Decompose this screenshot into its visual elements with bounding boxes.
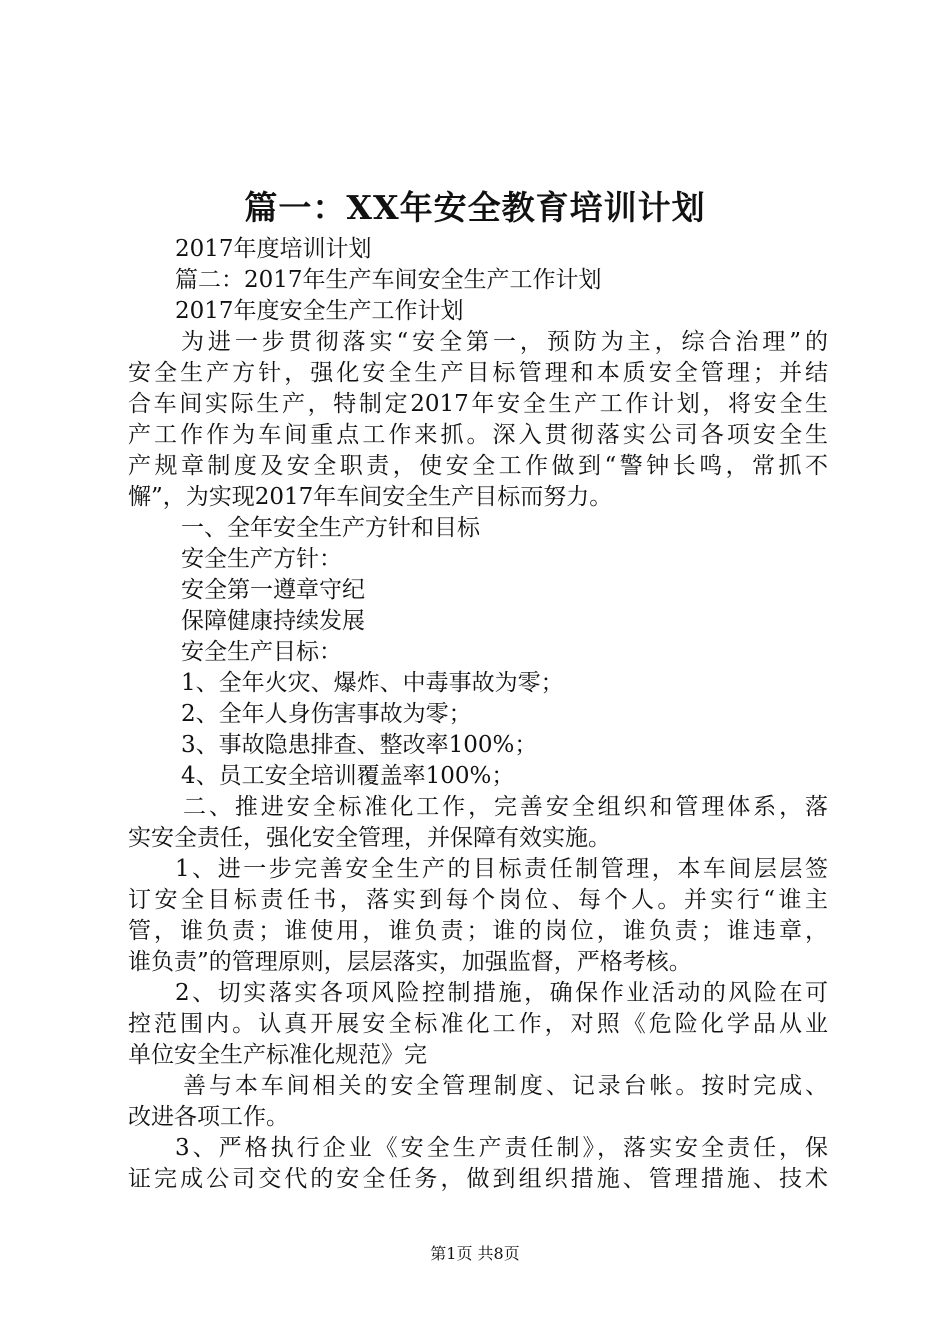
text-line: 实安全责任，强化安全管理，并保障有效实施。 xyxy=(128,825,611,851)
section-heading: 一、全年安全生产方针和目标 xyxy=(181,515,480,541)
text-line: 改进各项工作。 xyxy=(128,1104,289,1130)
text-line: 单位安全生产标准化规范》完 xyxy=(128,1042,427,1068)
text-line: 安全生产方针： xyxy=(181,546,342,572)
text-line: 保障健康持续发展 xyxy=(181,608,365,634)
text-line: 篇二：2017年生产车间安全生产工作计划 xyxy=(175,267,602,293)
section-heading: 二、推进安全标准化工作，完善安全组织和管理体系，落 xyxy=(183,794,828,820)
page-number: 第1页 共8页 xyxy=(430,1244,520,1263)
document-title: 篇一：XX年安全教育培训计划 xyxy=(244,188,706,227)
text-line: 订安全目标责任书，落实到每个岗位、每个人。并实行“谁主 xyxy=(128,887,828,913)
text-line: 2017年度培训计划 xyxy=(175,236,372,262)
text-line: 证完成公司交代的安全任务，做到组织措施、管理措施、技术 xyxy=(128,1166,828,1192)
text-line: 2017年度安全生产工作计划 xyxy=(175,298,464,324)
list-item: 1、全年火灾、爆炸、中毒事故为零； xyxy=(181,670,564,696)
list-item: 4、员工安全培训覆盖率100%； xyxy=(181,763,515,789)
text-line: 管，谁负责；谁使用，谁负责；谁的岗位，谁负责；谁违章， xyxy=(128,918,828,944)
text-line: 懈”，为实现2017年车间安全生产目标而努力。 xyxy=(128,484,613,510)
text-line: 3、严格执行企业《安全生产责任制》，落实安全责任，保 xyxy=(175,1135,828,1161)
text-line: 为进一步贯彻落实“安全第一，预防为主，综合治理”的 xyxy=(181,329,828,355)
text-line: 控范围内。认真开展安全标准化工作，对照《危险化学品从业 xyxy=(128,1011,828,1037)
text-line: 安全生产方针，强化安全生产目标管理和本质安全管理；并结 xyxy=(128,360,828,386)
text-line: 谁负责”的管理原则，层层落实，加强监督，严格考核。 xyxy=(128,949,692,975)
text-line: 产规章制度及安全职责，使安全工作做到“警钟长鸣，常抓不 xyxy=(128,453,828,479)
text-line: 安全生产目标： xyxy=(181,639,342,665)
text-line: 产工作作为车间重点工作来抓。深入贯彻落实公司各项安全生 xyxy=(128,422,828,448)
list-item: 2、全年人身伤害事故为零； xyxy=(181,701,472,727)
text-line: 2、切实落实各项风险控制措施，确保作业活动的风险在可 xyxy=(175,980,828,1006)
text-line: 善与本车间相关的安全管理制度、记录台帐。按时完成、 xyxy=(183,1073,828,1099)
text-line: 安全第一遵章守纪 xyxy=(181,577,365,603)
document-body xyxy=(128,234,828,1195)
text-line: 合车间实际生产，特制定2017年安全生产工作计划，将安全生 xyxy=(128,391,828,417)
list-item: 3、事故隐患排查、整改率100%； xyxy=(181,732,538,758)
text-line: 1、进一步完善安全生产的目标责任制管理，本车间层层签 xyxy=(175,856,828,882)
